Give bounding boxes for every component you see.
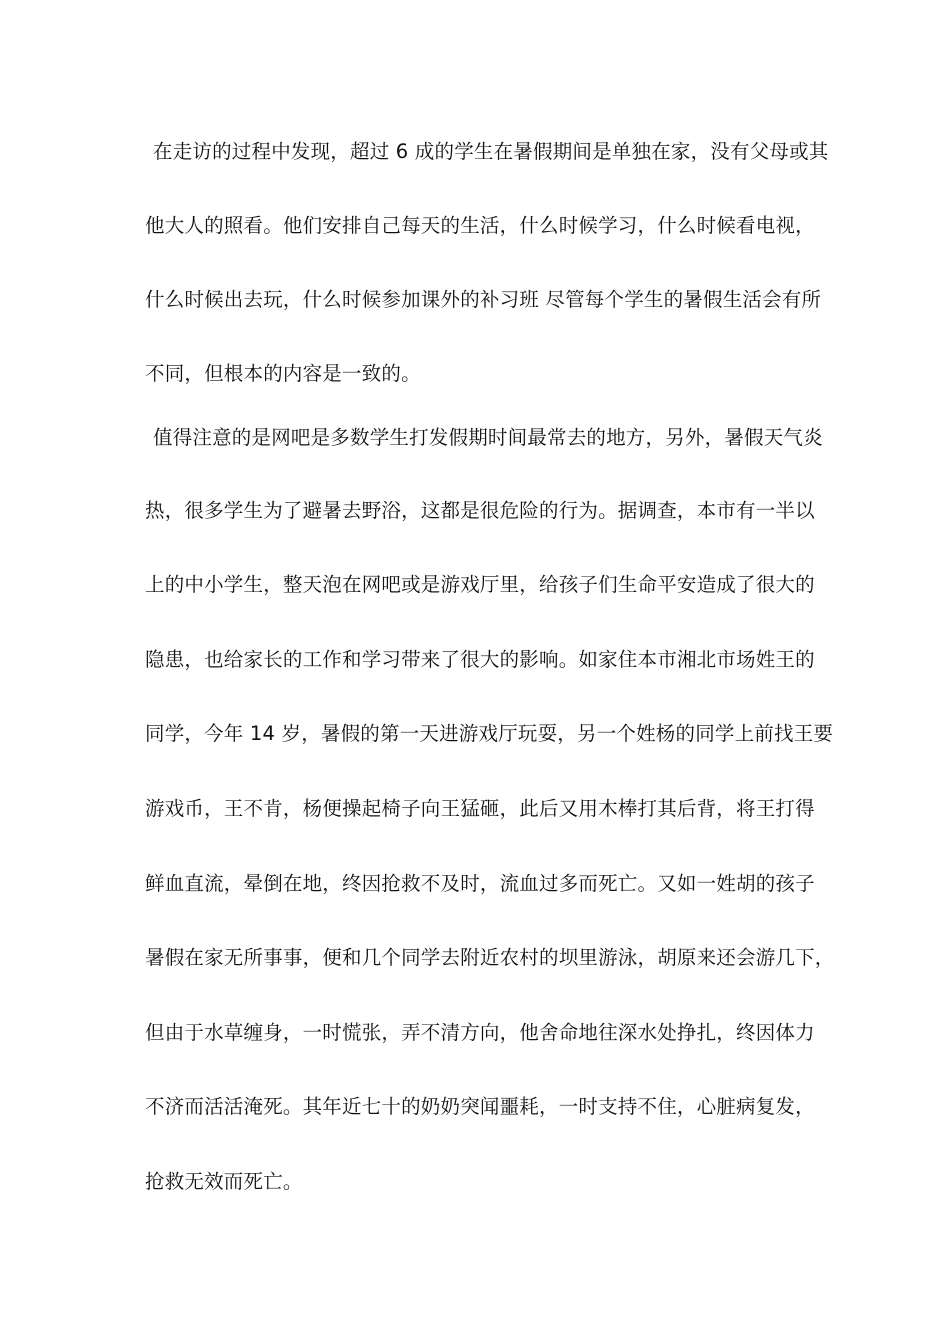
paragraph-2-line-8: 暑假在家无所事事，便和几个同学去附近农村的坝里游泳，胡原来还会游几下，: [145, 946, 835, 969]
paragraph-1-line-3: 什么时候出去玩，什么时候参加课外的补习班 尽管每个学生的暑假生活会有所: [145, 288, 822, 311]
paragraph-2-line-6: 游戏币，王不肯，杨便操起椅子向王猛砸，此后又用木棒打其后背，将王打得: [145, 797, 815, 820]
paragraph-2-line-9: 但由于水草缠身，一时慌张，弄不清方向，他舍命地往深水处挣扎，终因体力: [145, 1021, 815, 1044]
paragraph-2-line-3: 上的中小学生，整天泡在网吧或是游戏厅里，给孩子们生命平安造成了很大的: [145, 573, 815, 596]
paragraph-1-line-1: 在走访的过程中发现，超过 6 成的学生在暑假期间是单独在家，没有父母或其: [153, 140, 829, 163]
paragraph-2-line-5: 同学，今年 14 岁，暑假的第一天进游戏厅玩耍，另一个姓杨的同学上前找王要: [145, 722, 834, 745]
paragraph-2-line-1: 值得注意的是网吧是多数学生打发假期时间最常去的地方，另外，暑假天气炎: [153, 426, 823, 449]
paragraph-2-line-11: 抢救无效而死亡。: [145, 1170, 303, 1193]
paragraph-2-line-4: 隐患，也给家长的工作和学习带来了很大的影响。如家住本市湘北市场姓王的: [145, 648, 815, 671]
paragraph-1-line-2: 他大人的照看。他们安排自己每天的生活，什么时候学习，什么时候看电视，: [145, 214, 815, 237]
paragraph-2-line-10: 不济而活活淹死。其年近七十的奶奶突闻噩耗，一时支持不住，心脏病复发，: [145, 1095, 815, 1118]
paragraph-2-line-2: 热，很多学生为了避暑去野浴，这都是很危险的行为。据调查，本市有一半以: [145, 499, 815, 522]
paragraph-2-line-7: 鲜血直流，晕倒在地，终因抢救不及时，流血过多而死亡。又如一姓胡的孩子: [145, 872, 815, 895]
paragraph-1-line-4: 不同，但根本的内容是一致的。: [145, 362, 421, 385]
